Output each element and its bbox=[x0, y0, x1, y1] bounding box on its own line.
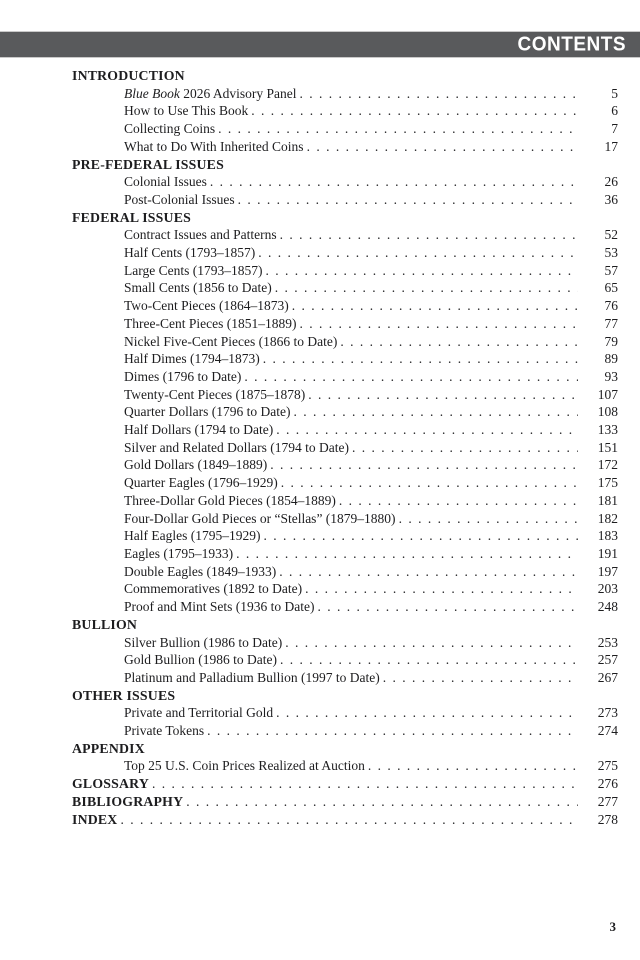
dot-leader bbox=[186, 793, 578, 811]
toc-section-title: INTRODUCTION bbox=[72, 68, 185, 83]
dot-leader bbox=[251, 102, 578, 120]
toc-entry-row bbox=[72, 651, 618, 669]
toc-entry-label: Small Cents (1856 to Date) bbox=[124, 280, 272, 296]
toc-entry-row bbox=[72, 262, 618, 280]
dot-leader bbox=[399, 510, 578, 528]
toc-page-ref: 93 bbox=[604, 368, 618, 384]
toc-entry-row bbox=[72, 510, 618, 528]
toc-entry-label: Collecting Coins bbox=[124, 121, 216, 137]
toc-section-row bbox=[72, 793, 618, 811]
toc-page-ref: 5 bbox=[611, 85, 618, 101]
toc-entry-label: Gold Dollars (1849–1889) bbox=[124, 457, 268, 473]
toc-entry-label: Silver and Related Dollars (1794 to Date) bbox=[124, 439, 349, 455]
toc-page-ref: 183 bbox=[597, 528, 618, 544]
dot-leader bbox=[244, 368, 578, 386]
toc-entry-label: Contract Issues and Patterns bbox=[124, 227, 277, 243]
toc-page-ref: 274 bbox=[597, 723, 618, 739]
toc-entry-label: Twenty-Cent Pieces (1875–1878) bbox=[124, 386, 306, 402]
toc-page-ref: 275 bbox=[597, 758, 618, 774]
toc-entry-label: Three-Dollar Gold Pieces (1854–1889) bbox=[124, 492, 336, 508]
toc-entry-row bbox=[72, 580, 618, 598]
toc-entry-label: Half Eagles (1795–1929) bbox=[124, 528, 261, 544]
dot-leader bbox=[368, 757, 578, 775]
toc-page-ref: 79 bbox=[604, 333, 618, 349]
toc-entry-row bbox=[72, 527, 618, 545]
toc-section-title: OTHER ISSUES bbox=[72, 687, 176, 703]
toc-section-title: PRE-FEDERAL ISSUES bbox=[72, 156, 224, 172]
toc-section-title: INDEX bbox=[72, 811, 118, 827]
dot-leader bbox=[265, 262, 578, 280]
toc-entry-label: Silver Bullion (1986 to Date) bbox=[124, 634, 283, 650]
dot-leader bbox=[383, 669, 578, 687]
toc-entry-row bbox=[72, 85, 618, 103]
dot-leader bbox=[281, 474, 578, 492]
dot-leader bbox=[263, 350, 578, 368]
toc-section-title: BULLION bbox=[72, 616, 138, 632]
toc-page-ref: 26 bbox=[604, 174, 618, 190]
dot-leader bbox=[280, 226, 578, 244]
toc-entry-row bbox=[72, 102, 618, 120]
toc-entry-row bbox=[72, 439, 618, 457]
toc-page-ref: 89 bbox=[604, 351, 618, 367]
toc-section-row bbox=[72, 156, 618, 174]
toc-page-ref: 151 bbox=[597, 439, 618, 455]
toc-entry-row bbox=[72, 757, 618, 775]
toc-entry-label: Post-Colonial Issues bbox=[124, 191, 235, 207]
dot-leader bbox=[292, 297, 578, 315]
toc-entry-row bbox=[72, 634, 618, 652]
page-title: CONTENTS bbox=[517, 32, 626, 55]
toc-entry-label: Gold Bullion (1986 to Date) bbox=[124, 652, 277, 668]
toc-page-ref: 77 bbox=[604, 315, 618, 331]
toc-page-ref: 203 bbox=[597, 581, 618, 597]
toc-page-ref: 277 bbox=[597, 793, 618, 809]
dot-leader bbox=[270, 456, 578, 474]
toc-entry-row bbox=[72, 138, 618, 156]
toc-page-ref: 6 bbox=[611, 103, 618, 119]
toc-entry-row bbox=[72, 333, 618, 351]
toc-entry-row bbox=[72, 120, 618, 138]
dot-leader bbox=[210, 173, 578, 191]
toc-page-ref: 57 bbox=[604, 262, 618, 278]
toc-entry-row bbox=[72, 191, 618, 209]
toc-entry-label: How to Use This Book bbox=[124, 103, 249, 119]
toc-entry-row bbox=[72, 669, 618, 687]
toc-section-row bbox=[72, 740, 618, 758]
toc-section-title: FEDERAL ISSUES bbox=[72, 209, 191, 225]
toc-entry-row bbox=[72, 492, 618, 510]
toc-entry-row bbox=[72, 421, 618, 439]
toc-page-ref: 175 bbox=[597, 475, 618, 491]
toc-page-ref: 76 bbox=[604, 298, 618, 314]
toc-entry-label: Dimes (1796 to Date) bbox=[124, 368, 242, 384]
toc-page-ref: 65 bbox=[604, 280, 618, 296]
dot-leader bbox=[236, 545, 578, 563]
toc-entry-row bbox=[72, 545, 618, 563]
toc-page-ref: 7 bbox=[611, 121, 618, 137]
table-of-contents bbox=[72, 67, 618, 828]
toc-entry-label: Platinum and Palladium Bullion (1997 to Date) bbox=[124, 669, 380, 685]
toc-entry-label: Top 25 U.S. Coin Prices Realized at Auction bbox=[124, 758, 365, 774]
dot-leader bbox=[276, 421, 578, 439]
dot-leader bbox=[352, 439, 578, 457]
toc-entry-label-italic: Blue Book bbox=[124, 85, 180, 101]
dot-leader bbox=[207, 722, 578, 740]
toc-section-row bbox=[72, 775, 618, 793]
toc-section-title: BIBLIOGRAPHY bbox=[72, 793, 184, 809]
toc-page-ref: 133 bbox=[597, 422, 618, 438]
toc-entry-label: Eagles (1795–1933) bbox=[124, 545, 234, 561]
toc-entry-label: Nickel Five-Cent Pieces (1866 to Date) bbox=[124, 333, 338, 349]
toc-page-ref: 278 bbox=[597, 811, 618, 827]
toc-entry-row bbox=[72, 315, 618, 333]
dot-leader bbox=[340, 333, 578, 351]
page-number: 3 bbox=[609, 919, 616, 934]
toc-section-row bbox=[72, 209, 618, 227]
toc-page-ref: 172 bbox=[597, 457, 618, 473]
toc-page-ref: 276 bbox=[597, 776, 618, 792]
dot-leader bbox=[275, 279, 578, 297]
toc-entry-row bbox=[72, 226, 618, 244]
toc-entry-row bbox=[72, 403, 618, 421]
toc-entry-label: Half Dollars (1794 to Date) bbox=[124, 422, 274, 438]
toc-entry-label: Colonial Issues bbox=[124, 174, 207, 190]
toc-entry-row bbox=[72, 279, 618, 297]
toc-section-row bbox=[72, 616, 618, 634]
toc-page-ref: 182 bbox=[597, 510, 618, 526]
toc-entry-row bbox=[72, 173, 618, 191]
toc-entry-label: Four-Dollar Gold Pieces or “Stellas” (1879–1880) bbox=[124, 510, 396, 526]
toc-entry-row bbox=[72, 386, 618, 404]
toc-entry-label: Large Cents (1793–1857) bbox=[124, 262, 263, 278]
toc-entry-label: Two-Cent Pieces (1864–1873) bbox=[124, 298, 289, 314]
toc-entry-label: Quarter Dollars (1796 to Date) bbox=[124, 404, 291, 420]
dot-leader bbox=[276, 704, 578, 722]
toc-page-ref: 253 bbox=[597, 634, 618, 650]
dot-leader bbox=[293, 403, 578, 421]
dot-leader bbox=[305, 580, 578, 598]
dot-leader bbox=[299, 85, 578, 103]
toc-page-ref: 17 bbox=[604, 138, 618, 154]
dot-leader bbox=[307, 138, 578, 156]
toc-page-ref: 257 bbox=[597, 652, 618, 668]
toc-entry-label: What to Do With Inherited Coins bbox=[124, 138, 304, 154]
toc-section-title: GLOSSARY bbox=[72, 776, 150, 792]
toc-page-ref: 248 bbox=[597, 599, 618, 615]
toc-entry-label: Double Eagles (1849–1933) bbox=[124, 563, 277, 579]
toc-entry-label: Half Dimes (1794–1873) bbox=[124, 351, 260, 367]
toc-entry-row bbox=[72, 598, 618, 616]
toc-entry-label: Three-Cent Pieces (1851–1889) bbox=[124, 315, 297, 331]
toc-entry-label: Blue Book 2026 Advisory Panel bbox=[124, 85, 297, 101]
dot-leader bbox=[258, 244, 578, 262]
toc-page-ref: 273 bbox=[597, 705, 618, 721]
dot-leader bbox=[279, 563, 578, 581]
dot-leader bbox=[308, 386, 578, 404]
toc-entry-row bbox=[72, 244, 618, 262]
toc-entry-label: Quarter Eagles (1796–1929) bbox=[124, 475, 278, 491]
toc-entry-row bbox=[72, 297, 618, 315]
toc-entry-label: Half Cents (1793–1857) bbox=[124, 245, 256, 261]
dot-leader bbox=[285, 634, 578, 652]
dot-leader bbox=[299, 315, 578, 333]
toc-section-row bbox=[72, 811, 618, 829]
dot-leader bbox=[317, 598, 578, 616]
toc-page-ref: 197 bbox=[597, 563, 618, 579]
dot-leader bbox=[263, 527, 578, 545]
toc-entry-row bbox=[72, 704, 618, 722]
toc-page-ref: 191 bbox=[597, 545, 618, 561]
toc-section-title: APPENDIX bbox=[72, 740, 145, 756]
toc-entry-row bbox=[72, 474, 618, 492]
dot-leader bbox=[218, 120, 578, 138]
toc-entry-row bbox=[72, 368, 618, 386]
toc-entry-row bbox=[72, 563, 618, 581]
toc-section-row bbox=[72, 687, 618, 705]
toc-page-ref: 36 bbox=[604, 191, 618, 207]
toc-entry-label: Private and Territorial Gold bbox=[124, 705, 274, 721]
toc-entry-label: Proof and Mint Sets (1936 to Date) bbox=[124, 599, 315, 615]
toc-entry-row bbox=[72, 722, 618, 740]
toc-page-ref: 108 bbox=[597, 404, 618, 420]
toc-page-ref: 267 bbox=[597, 669, 618, 685]
dot-leader bbox=[339, 492, 578, 510]
toc-entry-label: Private Tokens bbox=[124, 723, 205, 739]
toc-section-row bbox=[72, 67, 618, 85]
dot-leader bbox=[280, 651, 578, 669]
toc-page-ref: 52 bbox=[604, 227, 618, 243]
dot-leader bbox=[120, 811, 578, 829]
toc-page-ref: 53 bbox=[604, 245, 618, 261]
toc-entry-row bbox=[72, 456, 618, 474]
toc-entry-label: Commemoratives (1892 to Date) bbox=[124, 581, 303, 597]
toc-page-ref: 181 bbox=[597, 492, 618, 508]
contents-header-bar bbox=[0, 31, 640, 58]
toc-entry-row bbox=[72, 350, 618, 368]
toc-page-ref: 107 bbox=[597, 386, 618, 402]
dot-leader bbox=[152, 775, 578, 793]
dot-leader bbox=[238, 191, 578, 209]
